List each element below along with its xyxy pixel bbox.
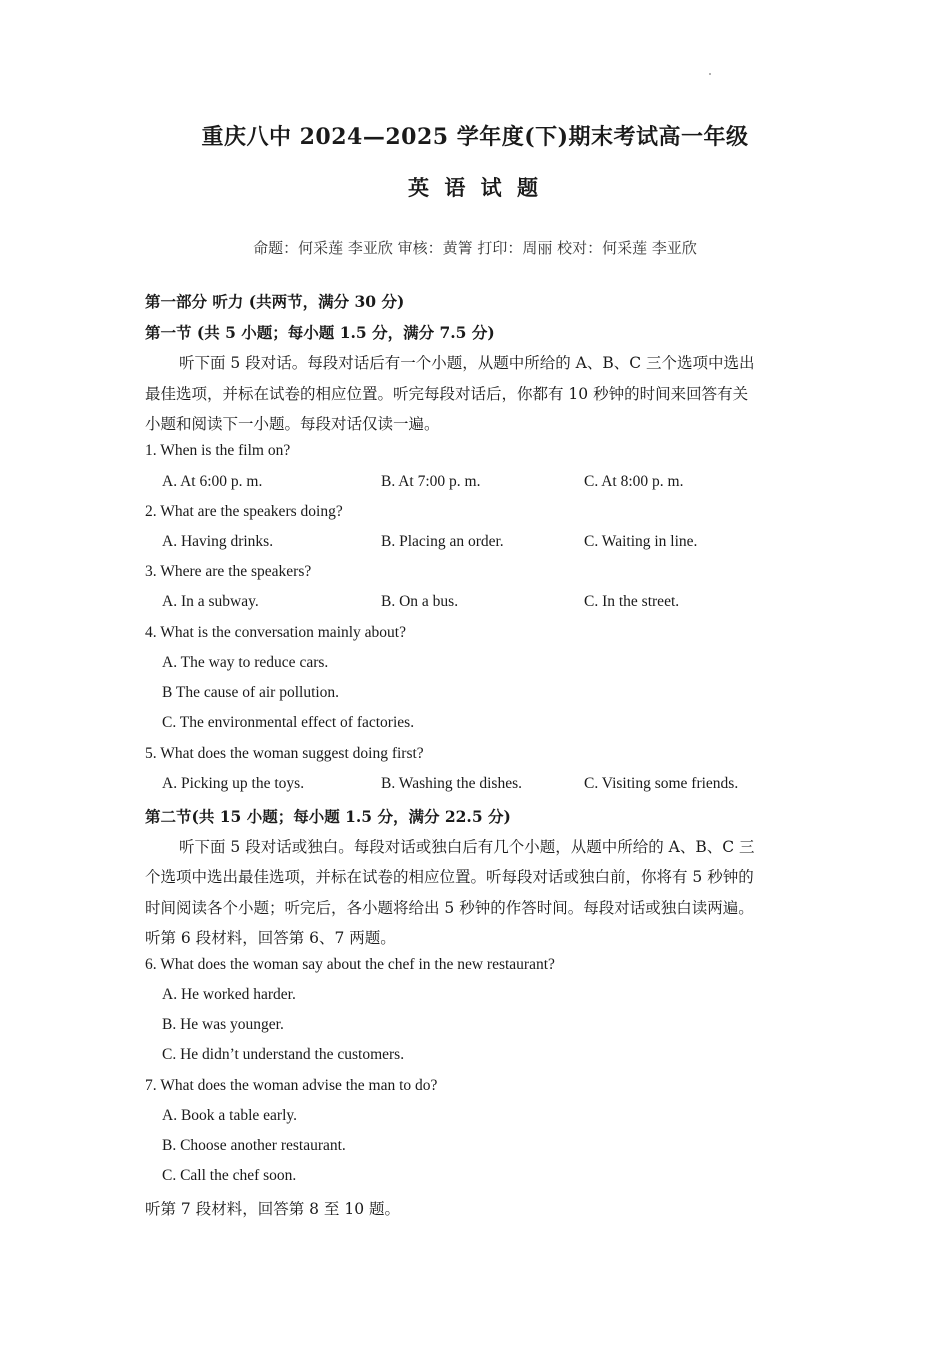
question-stem: 3. Where are the speakers? — [145, 563, 312, 580]
section1-instruction-line: 最佳选项，并标在试卷的相应位置。听完每段对话后，你都有 10 秒钟的时间来回答有关 — [145, 385, 749, 403]
option-b: B. Washing the dishes. — [381, 775, 522, 792]
option-a: A. The way to reduce cars. — [162, 654, 329, 671]
part1-heading: 第一部分 听力 (共两节，满分 30 分) — [145, 292, 405, 311]
option-a: A. At 6:00 p. m. — [162, 473, 263, 490]
question-stem: 5. What does the woman suggest doing first? — [145, 745, 424, 762]
section1-instruction-line: 小题和阅读下一小题。每段对话仅读一遍。 — [145, 415, 440, 433]
section2-instruction-line: 时间阅读各个小题；听完后，各小题将给出 5 秒钟的作答时间。每段对话或独白读两遍。 — [145, 899, 754, 917]
option-a: A. Having drinks. — [162, 533, 274, 550]
material-7-note: 听第 7 段材料，回答第 8 至 10 题。 — [145, 1200, 401, 1218]
material-6-note: 听第 6 段材料，回答第 6、7 两题。 — [145, 929, 396, 947]
option-a: A. Book a table early. — [162, 1107, 298, 1124]
option-c: C. Call the chef soon. — [162, 1167, 297, 1184]
question-stem: 4. What is the conversation mainly about? — [145, 624, 406, 641]
option-b: B The cause of air pollution. — [162, 684, 340, 701]
exam-subject: 英 语 试 题 — [408, 175, 542, 200]
option-b: B. Choose another restaurant. — [162, 1137, 346, 1154]
section2-heading: 第二节(共 15 小题；每小题 1.5 分，满分 22.5 分) — [145, 807, 511, 826]
option-c: C. Visiting some friends. — [584, 775, 739, 792]
option-a: A. He worked harder. — [162, 986, 296, 1003]
exam-title: 重庆八中 2024—2025 学年度(下)期末考试高一年级 — [201, 124, 749, 150]
option-a: A. Picking up the toys. — [162, 775, 305, 792]
option-b: B. He was younger. — [162, 1016, 284, 1033]
question-stem: 6. What does the woman say about the chef in the new restaurant? — [145, 956, 555, 973]
option-c: C. He didn’t understand the customers. — [162, 1046, 405, 1063]
question-stem: 2. What are the speakers doing? — [145, 503, 343, 520]
option-a: A. In a subway. — [162, 593, 259, 610]
section2-instruction-line: 个选项中选出最佳选项，并标在试卷的相应位置。听每段对话或独白前，你将有 5 秒钟的 — [145, 868, 754, 886]
option-c: C. Waiting in line. — [584, 533, 698, 550]
section1-heading: 第一节 (共 5 小题；每小题 1.5 分，满分 7.5 分) — [145, 323, 495, 342]
option-c: C. The environmental effect of factories. — [162, 714, 415, 731]
option-c: C. At 8:00 p. m. — [584, 473, 684, 490]
section1-instruction-line: 听下面 5 段对话。每段对话后有一个小题，从题中所给的 A、B、C 三个选项中选出 — [179, 354, 755, 372]
question-stem: 7. What does the woman advise the man to do? — [145, 1077, 438, 1094]
option-c: C. In the street. — [584, 593, 680, 610]
option-b: B. On a bus. — [381, 593, 459, 610]
scan-speck — [709, 73, 711, 75]
exam-credits: 命题：何采莲 李亚欣 审核：黄箐 打印：周丽 校对：何采莲 李亚欣 — [253, 239, 697, 257]
option-b: B. Placing an order. — [381, 533, 504, 550]
option-b: B. At 7:00 p. m. — [381, 473, 481, 490]
question-stem: 1. When is the film on? — [145, 442, 291, 459]
section2-instruction-line: 听下面 5 段对话或独白。每段对话或独白后有几个小题，从题中所给的 A、B、C 三 — [179, 838, 755, 856]
